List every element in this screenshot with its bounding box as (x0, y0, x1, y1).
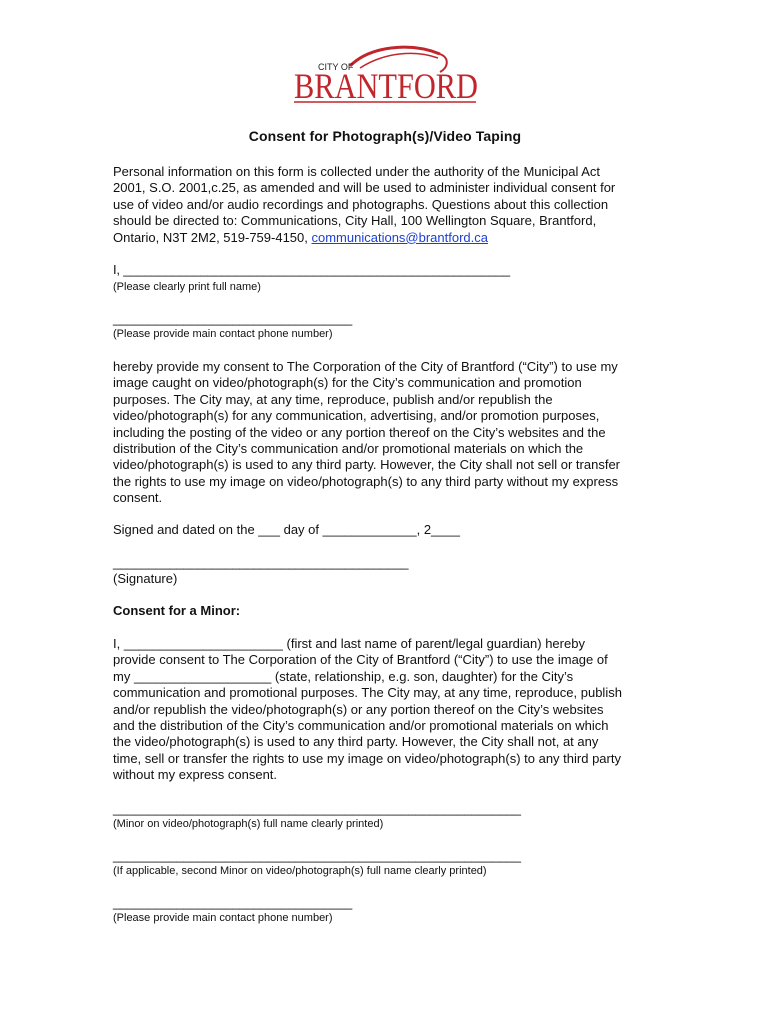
minor-name-field[interactable] (113, 801, 521, 817)
phone-field[interactable] (113, 311, 352, 327)
minor-consent-line: I, ______________________ (first and last name of parent/legal guardian) hereby (113, 636, 585, 651)
intro-line (113, 230, 658, 246)
consent-line: distribution of the City’s communication and/or promotional materials on which the (113, 441, 584, 457)
phone-caption: (Please provide main contact phone number) (113, 328, 333, 340)
minor-name-caption: (Minor on video/photograph(s) full name clearly printed) (113, 818, 384, 830)
consent-line: purposes. The City may, at any time, reproduce, publish and/or republish the (113, 391, 553, 407)
minor-consent-line: without my express consent. (113, 767, 278, 783)
communications-email-link[interactable]: communications@brantford.ca (311, 229, 488, 245)
consent-line: consent. (113, 490, 163, 506)
minor-phone-line[interactable]: __________________________________ (113, 895, 353, 910)
minor-consent-line: and the distribution of the City’s communication and/or promotional materials on which (113, 718, 609, 734)
consent-line: image caught on video/photograph(s) for the City’s communication and promotion (113, 375, 582, 391)
minor-consent-line: communication and promotional purposes. The City may, at any time, reproduce, publish (113, 685, 622, 701)
minor-phone-field[interactable] (113, 895, 352, 911)
full-name-caption: (Please clearly print full name) (113, 281, 261, 293)
signature-line[interactable]: __________________________________________ (113, 555, 409, 570)
signature-field[interactable] (113, 555, 408, 571)
minor-section-heading: Consent for a Minor: (113, 603, 241, 618)
intro-paragraph (113, 164, 658, 246)
second-minor-name-caption: (If applicable, second Minor on video/photograph(s) full name clearly printed) (113, 865, 487, 877)
second-minor-name-field[interactable] (113, 848, 521, 864)
minor-consent-line: my ___________________ (state, relationship, e.g. son, daughter) for the City’s (113, 668, 574, 684)
minor-name-line[interactable]: __________________________________________________________ (113, 801, 521, 816)
consent-line: hereby provide my consent to The Corporation of the City of Brantford (“City”) to use my (113, 359, 618, 374)
signed-dated-line[interactable]: Signed and dated on the ___ day of _____________, 2____ (113, 522, 460, 537)
minor-consent-line: and/or republish the video/photograph(s) or any portion thereof on the City’s websites (113, 701, 604, 717)
second-minor-name-line[interactable]: __________________________________________________________ (113, 848, 521, 863)
consent-paragraph (113, 359, 658, 507)
consent-line: the rights to use my image on video/photograph(s) to any third party without my express (113, 473, 619, 489)
intro-line: Personal information on this form is collected under the authority of the Municipal Act (113, 164, 601, 179)
city-of-brantford-logo (290, 44, 482, 106)
minor-consent-line: time, sell or transfer the rights to use my image on video/photograph(s) to any third party (113, 750, 621, 766)
intro-line: 2001, S.O. 2001,c.25, as amended and will be used to administer individual consent for (113, 180, 616, 196)
signature-caption: (Signature) (113, 571, 178, 586)
page-title: Consent for Photograph(s)/Video Taping (248, 128, 522, 144)
intro-line-prefix: Ontario, N3T 2M2, 519-759-4150, (113, 229, 312, 245)
consent-line: video/photograph(s) is used to any third party. However, the City shall not sell or transfer (113, 457, 621, 473)
minor-consent-line: provide consent to The Corporation of the City of Brantford (“City”) to use the image of (113, 652, 608, 668)
logo-graphic (290, 44, 482, 106)
intro-line: use of video and/or audio recordings and photographs. Questions about this collection (113, 196, 609, 212)
minor-consent-paragraph (113, 636, 658, 784)
minor-consent-line: the video/photograph(s) is used to any third party. However, the City shall not, at any (113, 734, 599, 750)
phone-line[interactable]: __________________________________ (113, 311, 353, 326)
full-name-field[interactable] (113, 262, 510, 278)
consent-line: including the posting of the video or any portion thereof on the City’s websites and the (113, 424, 606, 440)
logo-wordmark: BRANTFORD (294, 66, 478, 106)
minor-phone-caption: (Please provide main contact phone number) (113, 912, 333, 924)
logo-city-of-text: CITY OF (318, 62, 354, 72)
consent-line: video/photograph(s) for any communication, advertising, and/or promotion purposes, (113, 408, 600, 424)
full-name-line[interactable]: I, _______________________________________________________ (113, 262, 510, 277)
intro-line: should be directed to: Communications, City Hall, 100 Wellington Square, Brantford, (113, 213, 597, 229)
